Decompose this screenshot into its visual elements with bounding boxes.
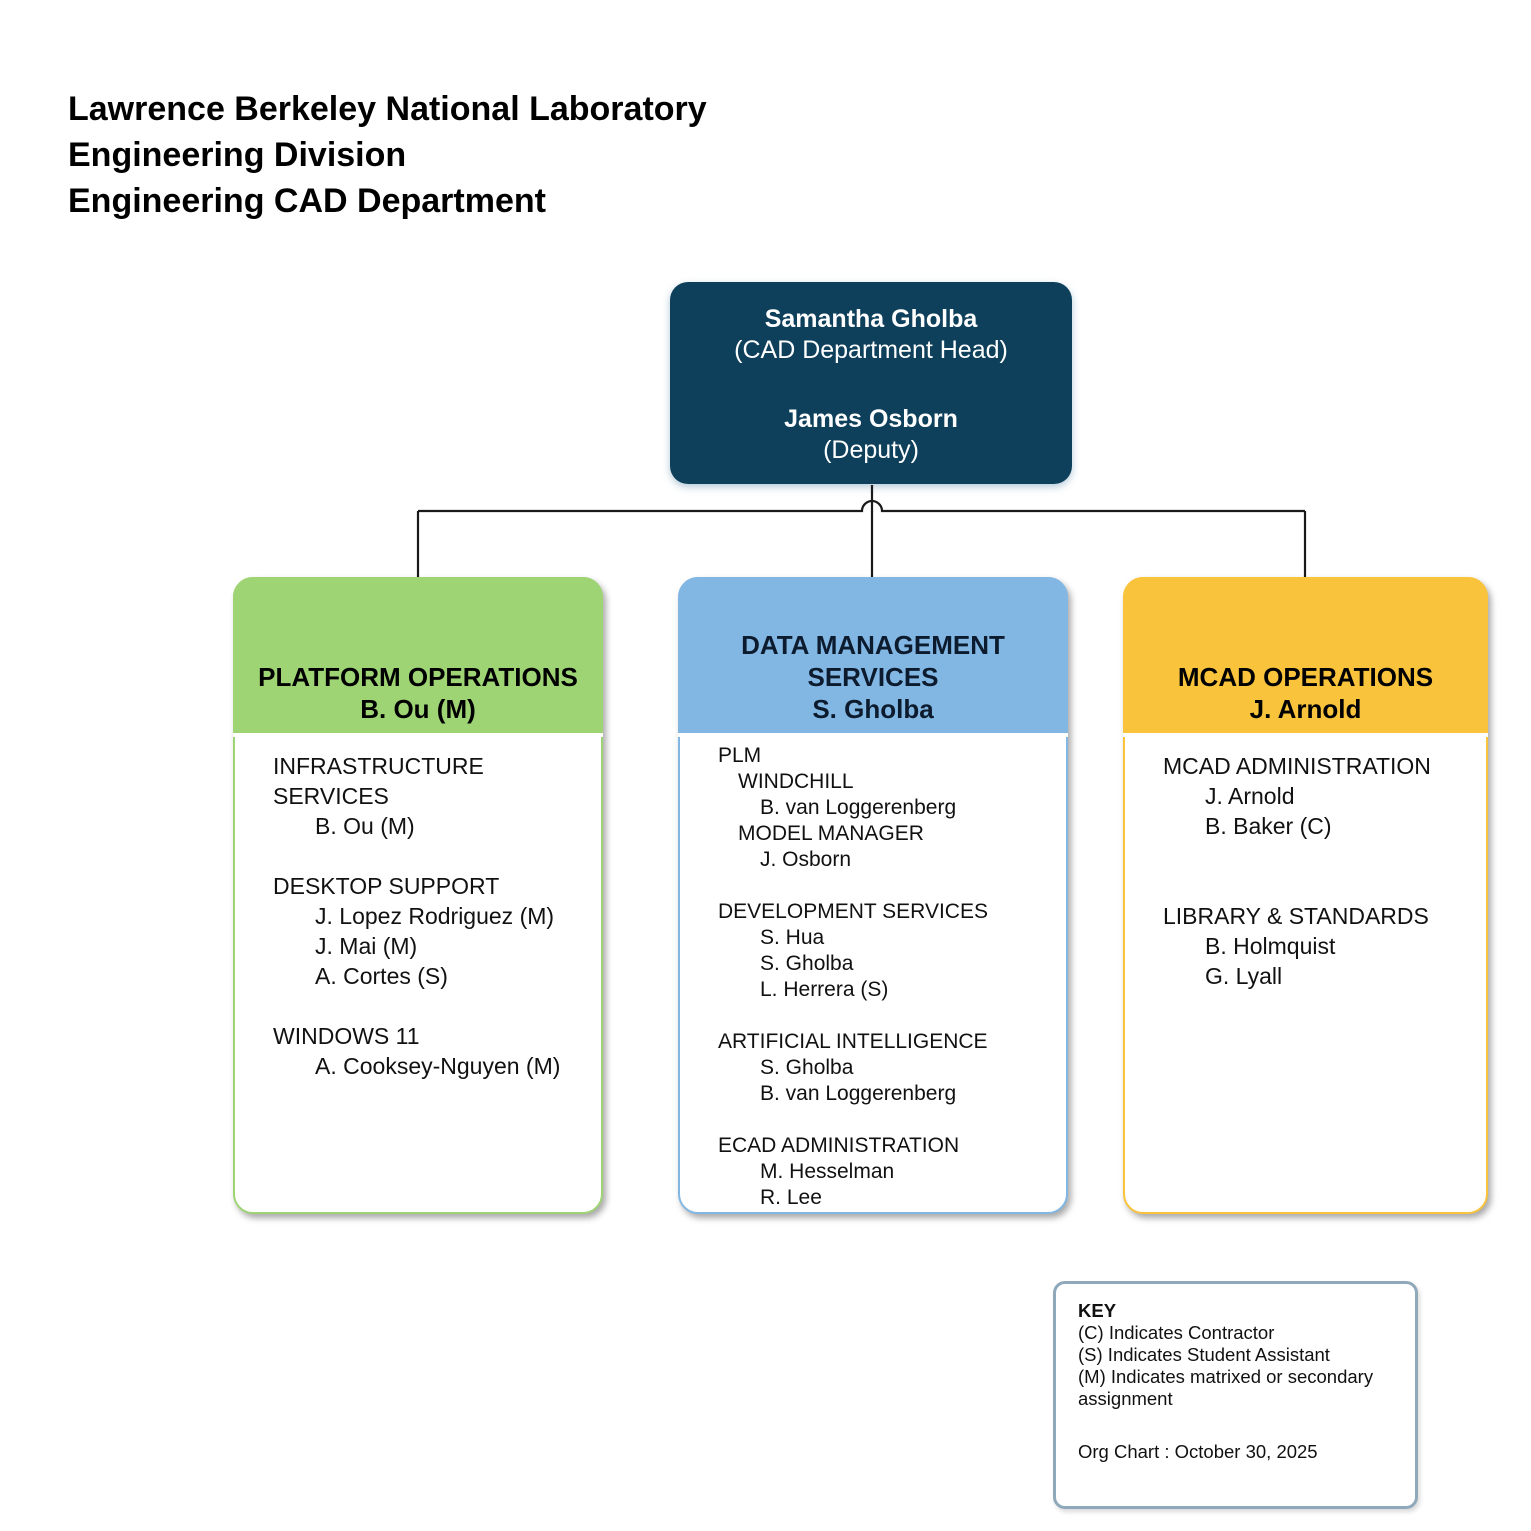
blank-line (718, 1107, 1060, 1133)
member-name: L. Herrera (S) (760, 978, 889, 1001)
dept-header (678, 577, 1068, 737)
root-deputy-role: (Deputy) (823, 436, 919, 464)
member-name: A. Cortes (S) (315, 963, 448, 989)
member-name: B. Holmquist (1205, 933, 1336, 959)
member-name: B. van Loggerenberg (760, 1082, 957, 1105)
member-name: S. Gholba (760, 952, 854, 975)
dept-header (233, 577, 603, 737)
member-name: J. Arnold (1205, 783, 1295, 809)
page-title-line: Lawrence Berkeley National Laboratory (68, 90, 707, 128)
key-title: KEY (1078, 1300, 1117, 1321)
team-label: MODEL MANAGER (738, 822, 924, 845)
dept-box-platform-operations (233, 577, 603, 1214)
team-label: PLM (718, 744, 762, 767)
key-date: Org Chart : October 30, 2025 (1078, 1441, 1318, 1462)
page-title (68, 86, 707, 224)
member-name: J. Osborn (760, 848, 852, 871)
page-title-line: Engineering Division (68, 136, 407, 174)
key-entry: (C) Indicates Contractor (1078, 1322, 1275, 1343)
dept-body (1125, 735, 1486, 991)
page-title-line: Engineering CAD Department (68, 182, 546, 220)
root-deputy-name: James Osborn (784, 405, 958, 433)
blank-line (273, 841, 595, 871)
team-label: INFRASTRUCTURE SERVICES (273, 753, 484, 809)
team-label: DEVELOPMENT SERVICES (718, 900, 988, 923)
blank-line (1163, 841, 1480, 871)
root-head-name: Samantha Gholba (764, 305, 978, 333)
key-entry: (S) Indicates Student Assistant (1078, 1344, 1330, 1365)
blank-line (273, 991, 595, 1021)
dept-body (235, 735, 601, 1081)
blank-line (1163, 871, 1480, 901)
team-label: DESKTOP SUPPORT (273, 873, 500, 899)
dept-title: MCAD OPERATIONS (1177, 662, 1434, 692)
member-name: B. Baker (C) (1205, 813, 1332, 839)
team-label: WINDCHILL (738, 770, 854, 793)
root-head-role: (CAD Department Head) (734, 336, 1008, 364)
dept-lead: S. Gholba (812, 694, 934, 724)
member-name: M. Hesselman (760, 1160, 895, 1183)
team-label: ARTIFICIAL INTELLIGENCE (718, 1030, 988, 1053)
blank-line (718, 873, 1060, 899)
blank-line (718, 1003, 1060, 1029)
dept-body (680, 735, 1066, 1211)
member-name: G. Lyall (1205, 963, 1283, 989)
root-box-spacer (670, 366, 1072, 404)
org-root-box (670, 282, 1072, 484)
member-name: S. Hua (760, 926, 825, 949)
team-label: LIBRARY & STANDARDS (1163, 903, 1429, 929)
key-entries (1078, 1322, 1395, 1410)
member-name: J. Mai (M) (315, 933, 418, 959)
member-name: A. Cooksey-Nguyen (M) (315, 1053, 561, 1079)
member-name: S. Gholba (760, 1056, 854, 1079)
member-name: B. van Loggerenberg (760, 796, 957, 819)
dept-lead: B. Ou (M) (360, 694, 476, 724)
member-name: B. Ou (M) (315, 813, 415, 839)
dept-lead: J. Arnold (1249, 694, 1362, 724)
dept-box-data-management-services (678, 577, 1068, 1214)
key-box (1053, 1281, 1418, 1509)
dept-title: DATA MANAGEMENT SERVICES (741, 630, 1005, 692)
key-entry: (M) Indicates matrixed or secondary assignment (1078, 1366, 1374, 1409)
team-label: ECAD ADMINISTRATION (718, 1134, 960, 1157)
dept-title: PLATFORM OPERATIONS (258, 662, 578, 692)
team-label: MCAD ADMINISTRATION (1163, 753, 1431, 779)
member-name: J. Lopez Rodriguez (M) (315, 903, 555, 929)
team-label: WINDOWS 11 (273, 1023, 420, 1049)
dept-header (1123, 577, 1488, 737)
member-name: R. Lee (760, 1186, 822, 1209)
dept-box-mcad-operations (1123, 577, 1488, 1214)
